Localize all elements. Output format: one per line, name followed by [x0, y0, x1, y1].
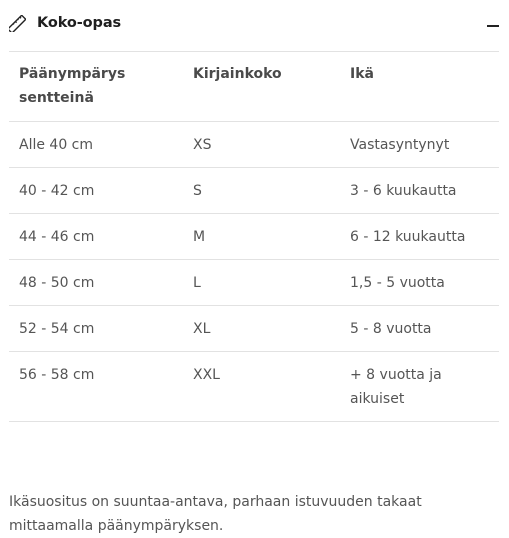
cell-circumference: 48 - 50 cm [9, 260, 193, 306]
cell-circumference: 40 - 42 cm [9, 168, 193, 214]
cell-age: Vastasyntynyt [350, 122, 499, 168]
table-row [9, 122, 499, 168]
cell-age: 3 - 6 kuukautta [350, 168, 499, 214]
cell-size: XS [193, 122, 350, 168]
cell-size: S [193, 168, 350, 214]
cell-age: 5 - 8 vuotta [350, 306, 499, 352]
cell-size: M [193, 214, 350, 260]
table-row [9, 352, 499, 422]
minus-icon[interactable] [487, 25, 499, 27]
cell-size: XXL [193, 352, 350, 422]
cell-circumference: 52 - 54 cm [9, 306, 193, 352]
size-guide-accordion-header[interactable] [9, 0, 499, 52]
cell-circumference: 44 - 46 cm [9, 214, 193, 260]
header-letter-size: Kirjainkoko [193, 52, 350, 122]
size-table [9, 52, 499, 422]
cell-age: + 8 vuotta ja aikuiset [350, 352, 499, 422]
header-age: Ikä [350, 52, 499, 122]
cell-size: XL [193, 306, 350, 352]
age-recommendation-note: Ikäsuositus on suuntaa-antava, parhaan istuvuuden takaat mittaamalla päänympäryksen. [9, 494, 422, 534]
table-row [9, 168, 499, 214]
cell-age: 1,5 - 5 vuotta [350, 260, 499, 306]
table-row [9, 214, 499, 260]
table-row [9, 306, 499, 352]
cell-age: 6 - 12 kuukautta [350, 214, 499, 260]
header-head-circumference: Päänympärys sentteinä [9, 52, 193, 122]
ruler-icon [9, 15, 26, 32]
cell-circumference: 56 - 58 cm [9, 352, 193, 422]
table-header-row [9, 52, 499, 122]
table-row [9, 260, 499, 306]
cell-circumference: Alle 40 cm [9, 122, 193, 168]
cell-size: L [193, 260, 350, 306]
size-guide-title: Koko-opas [37, 15, 122, 31]
